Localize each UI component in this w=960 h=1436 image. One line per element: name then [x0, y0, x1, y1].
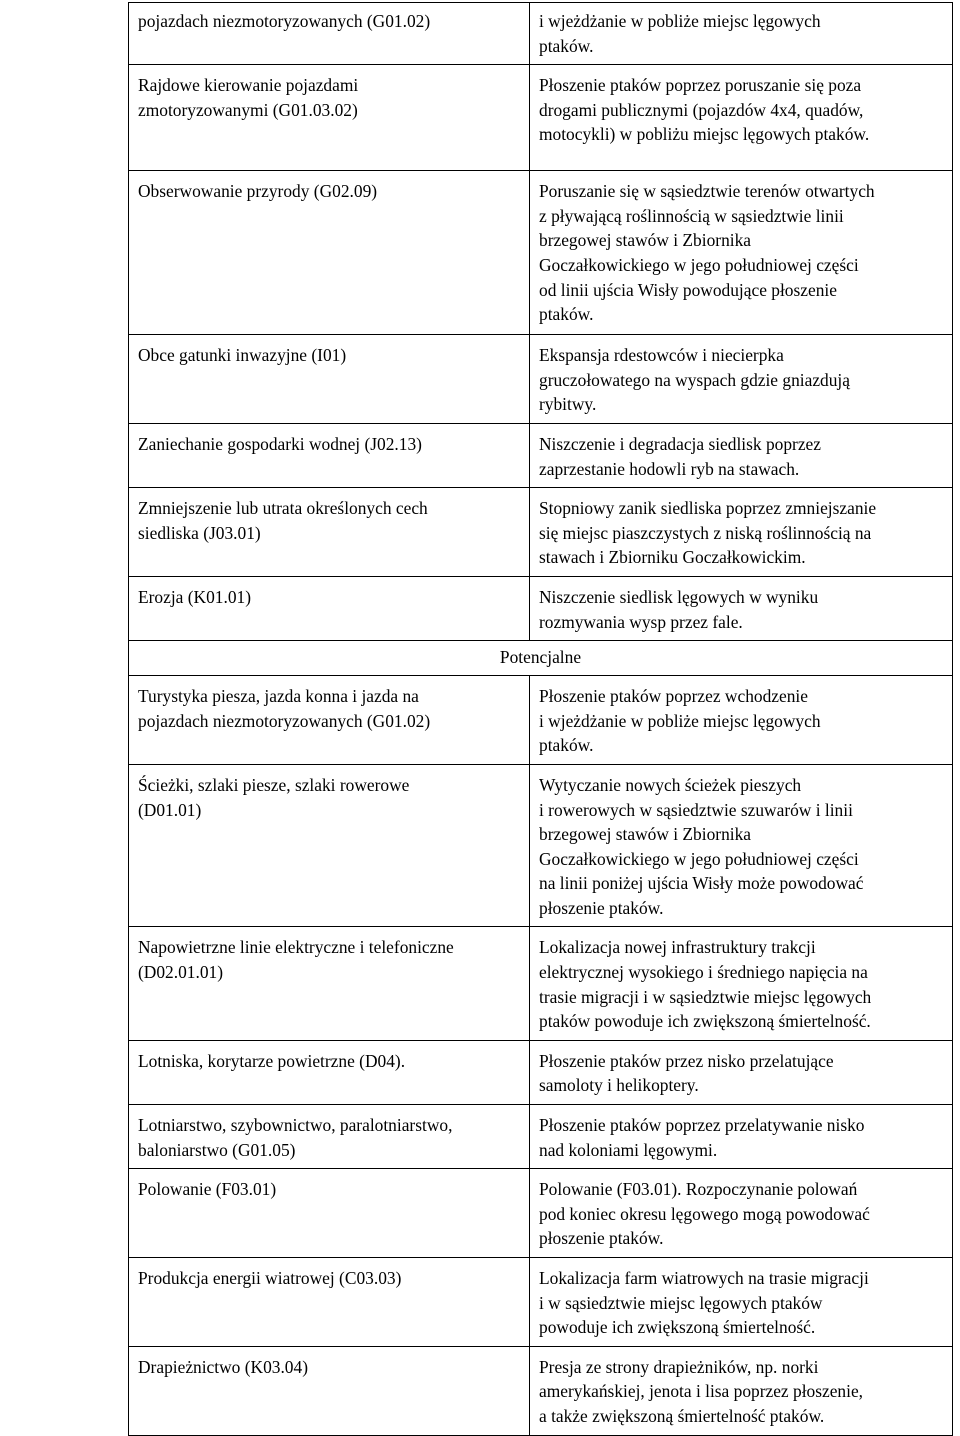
description-text: Lokalizacja nowej infrastruktury trakcji elektrycznej wysokiego i średniego napięcia na trasie migracji i w sąsiedztwie miejsc lęgowych ptaków powoduje ich zwiększoną śmiertelność.: [539, 937, 872, 1032]
description-cell: [530, 1105, 953, 1169]
description-text: Wytyczanie nowych ścieżek pieszych i rowerowych w sąsiedztwie szuwarów i linii brzegowej stawów i Zbiornika Goczałkowickiego w jego południowej części na linii poniżej ujścia Wisły może powodować płoszenie ptaków.: [539, 774, 864, 918]
table-row: [129, 65, 953, 171]
table-row: [129, 576, 953, 640]
description-cell: [530, 576, 953, 640]
description-cell: [530, 335, 953, 424]
description-text: i wjeżdżanie w pobliże miejsc lęgowych ptaków.: [539, 11, 821, 56]
description-cell: [530, 764, 953, 927]
description-text: Płoszenie ptaków poprzez przelatywanie nisko nad koloniami lęgowymi.: [539, 1115, 865, 1160]
description-cell: [530, 1258, 953, 1347]
description-text: Stopniowy zanik siedliska poprzez zmniejszanie się miejsc piaszczystych z niską roślinnością na stawach i Zbiorniku Goczałkowickim.: [539, 498, 877, 568]
threat-cell: [129, 927, 530, 1040]
description-cell: [530, 65, 953, 171]
threat-text: Turystyka piesza, jazda konna i jazda na pojazdach niezmotoryzowanych (G01.02): [138, 686, 431, 731]
threat-text: Zaniechanie gospodarki wodnej (J02.13): [138, 433, 422, 454]
threat-text: Napowietrzne linie elektryczne i telefoniczne (D02.01.01): [138, 937, 454, 983]
table-row: [129, 1169, 953, 1258]
description-text: Niszczenie siedlisk lęgowych w wyniku rozmywania wysp przez fale.: [539, 586, 819, 632]
threat-text: Produkcja energii wiatrowej (C03.03): [138, 1268, 402, 1288]
description-text: Lokalizacja farm wiatrowych na trasie migracji i w sąsiedztwie miejsc lęgowych ptaków powoduje ich zwiększoną śmiertelność.: [539, 1268, 869, 1338]
threat-cell: [129, 171, 530, 335]
description-cell: [530, 423, 953, 487]
description-text: Niszczenie i degradacja siedlisk poprzez zaprzestanie hodowli ryb na stawach.: [539, 433, 821, 479]
threat-text: Erozja (K01.01): [138, 586, 251, 607]
table-row: [129, 676, 953, 765]
description-cell: [530, 488, 953, 577]
table-row: [129, 927, 953, 1040]
threat-cell: [129, 764, 530, 927]
table-row: [129, 764, 953, 927]
section-header: Potencjalne: [129, 641, 953, 676]
description-cell: [530, 1346, 953, 1435]
threat-cell: [129, 1169, 530, 1258]
threat-text: Zmniejszenie lub utrata określonych cech siedliska (J03.01): [138, 498, 428, 543]
description-text: Ekspansja rdestowców i niecierpka gruczołowatego na wyspach gdzie gniazdują rybitwy.: [539, 345, 850, 415]
threat-cell: [129, 1346, 530, 1435]
threat-text: Obserwowanie przyrody (G02.09): [138, 181, 378, 202]
table-row: [129, 335, 953, 424]
threat-text: Lotniska, korytarze powietrzne (D04).: [138, 1050, 406, 1071]
description-cell: [530, 1040, 953, 1104]
threat-cell: [129, 1040, 530, 1104]
description-text: Poruszanie się w sąsiedztwie terenów otwartych z pływającą roślinnością w sąsiedztwie linii brzegowej stawów i Zbiornika Goczałkowickiego w jego południowej części od linii ujścia Wisły powodujące płoszenie ptaków.: [539, 181, 875, 325]
table-row: [129, 423, 953, 487]
description-text: Płoszenie ptaków przez nisko przelatujące samoloty i helikoptery.: [539, 1050, 834, 1096]
table-row: [129, 3, 953, 65]
description-cell: [530, 676, 953, 765]
threat-text: Obce gatunki inwazyjne (I01): [138, 345, 347, 366]
threat-text: Lotniarstwo, szybownictwo, paralotniarstwo, baloniarstwo (G01.05): [138, 1115, 453, 1160]
table-row: [129, 171, 953, 335]
description-text: Płoszenie ptaków poprzez wchodzenie i wjeżdżanie w pobliże miejsc lęgowych ptaków.: [539, 686, 821, 756]
table-row: [129, 1346, 953, 1435]
description-text: Polowanie (F03.01). Rozpoczynanie polowań pod koniec okresu lęgowego mogą powodować płoszenie ptaków.: [539, 1179, 870, 1249]
table-row: [129, 1258, 953, 1347]
table-row: [129, 1040, 953, 1104]
threat-cell: [129, 1105, 530, 1169]
threat-cell: [129, 676, 530, 765]
threat-text: pojazdach niezmotoryzowanych (G01.02): [138, 11, 431, 31]
description-cell: [530, 171, 953, 335]
table-row: [129, 488, 953, 577]
threat-cell: [129, 576, 530, 640]
threat-text: Drapieżnictwo (K03.04): [138, 1356, 308, 1377]
threat-cell: [129, 488, 530, 577]
threat-cell: [129, 335, 530, 424]
threat-cell: [129, 3, 530, 65]
threat-text: Ścieżki, szlaki piesze, szlaki rowerowe (D01.01): [138, 774, 410, 820]
threat-cell: [129, 65, 530, 171]
threat-text: Rajdowe kierowanie pojazdami zmotoryzowanymi (G01.03.02): [138, 75, 359, 120]
threat-cell: [129, 423, 530, 487]
description-text: Presja ze strony drapieżników, np. norki amerykańskiej, jenota i lisa poprzez płoszenie, a także zwiększoną śmiertelność ptaków.: [539, 1356, 864, 1426]
description-cell: [530, 3, 953, 65]
description-cell: [530, 927, 953, 1040]
threat-text: Polowanie (F03.01): [138, 1179, 277, 1200]
threat-cell: [129, 1258, 530, 1347]
table-row: [129, 1105, 953, 1169]
description-cell: [530, 1169, 953, 1258]
threats-table: [128, 2, 953, 1436]
description-text: Płoszenie ptaków poprzez poruszanie się poza drogami publicznymi (pojazdów 4x4, quadów, motocykli) w pobliżu miejsc lęgowych ptaków.: [539, 75, 870, 145]
section-row: [129, 641, 953, 676]
